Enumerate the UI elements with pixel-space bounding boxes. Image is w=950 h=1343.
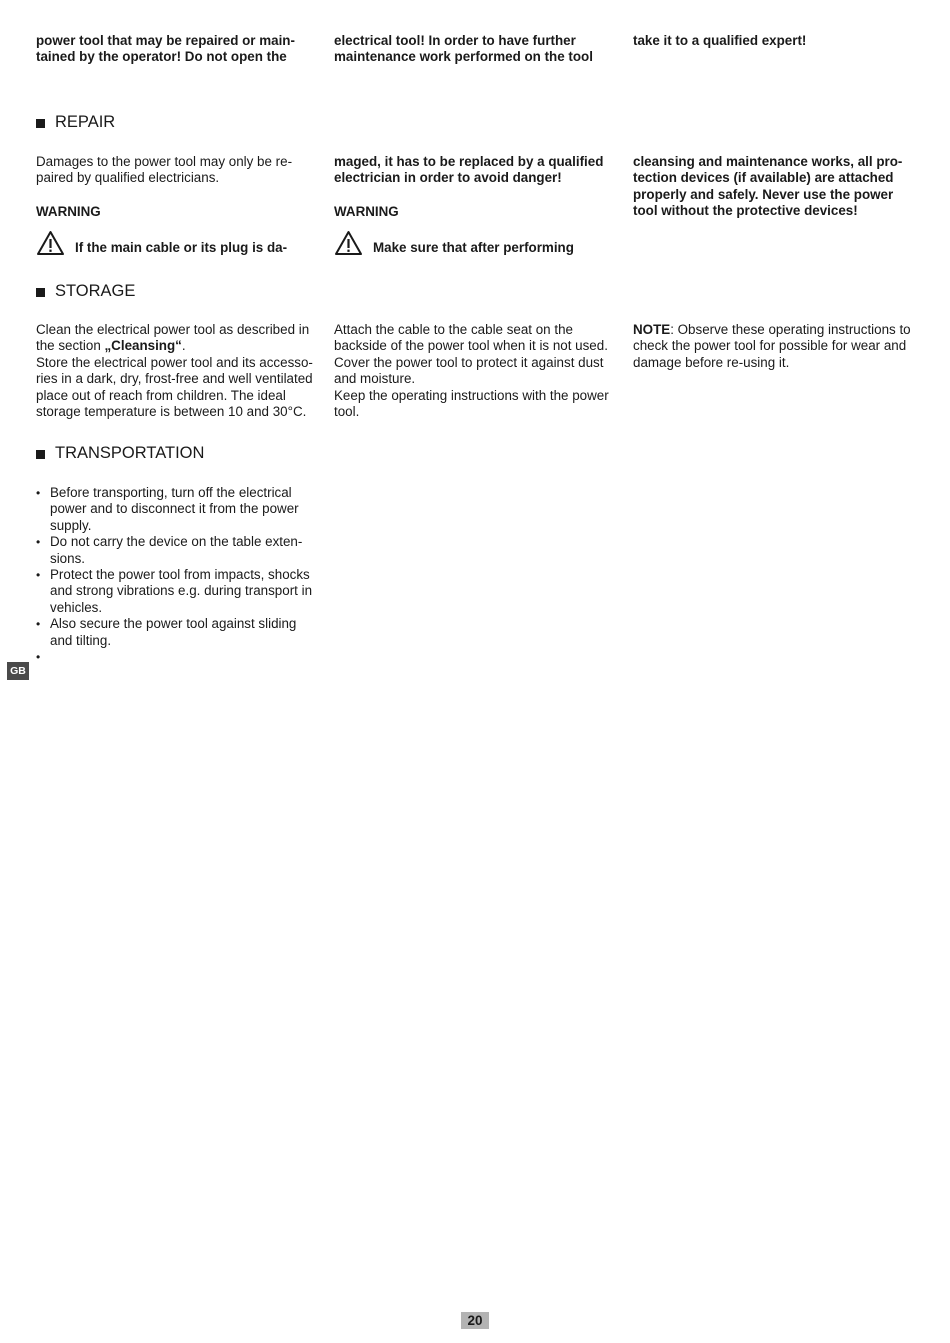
repair-col1-warning-text: If the main cable or its plug is da- — [75, 239, 288, 255]
list-item: • Do not carry the device on the table exten-sions. — [36, 534, 318, 567]
repair-col2 — [334, 154, 616, 256]
square-bullet-icon — [36, 119, 45, 128]
transportation-list-container — [36, 485, 318, 665]
storage-note — [633, 322, 915, 371]
repair-heading-text: REPAIR — [55, 113, 116, 131]
transportation-heading-text: TRANSPORTATION — [55, 444, 205, 462]
transportation-list — [36, 485, 318, 665]
page-number: 20 — [461, 1312, 489, 1329]
repair-col3-text: cleansing and maintenance works, all pro-tection devices (if available) are attached properly and safely. Never use the power tool without the protective devices! — [633, 154, 903, 219]
storage-col3 — [633, 322, 915, 371]
warning-triangle-icon — [36, 230, 65, 256]
storage-col1-pre: Clean the electrical power tool as described in the section — [36, 322, 310, 354]
square-bullet-icon — [36, 450, 45, 459]
repair-col2-warning-text: Make sure that after performing — [373, 239, 574, 255]
list-item — [36, 649, 318, 665]
list-item: • Also secure the power tool against sliding and tilting. — [36, 616, 318, 649]
repair-col2-text: maged, it has to be replaced by a qualified electrician in order to avoid danger! — [334, 154, 604, 186]
note-text: : Observe these operating instructions to check the power tool for possible for wear and damage before re-using it. — [633, 322, 911, 370]
storage-col2-p2: Cover the power tool to protect it against dust and moisture. — [334, 354, 604, 387]
repair-heading — [36, 112, 115, 132]
warning-triangle-icon — [334, 230, 363, 256]
top-col3-text: take it to a qualified expert! — [633, 33, 807, 48]
repair-col1 — [36, 154, 318, 256]
list-item: • Before transporting, turn off the electrical power and to disconnect it from the power supply. — [36, 485, 318, 534]
language-tab: GB — [7, 662, 29, 680]
top-col2-text: electrical tool! In order to have further maintenance work performed on the tool — [334, 33, 593, 65]
cleansing-reference: „Cleansing“ — [104, 338, 182, 354]
square-bullet-icon — [36, 288, 45, 297]
repair-col1-warning-label: WARNING — [36, 203, 101, 219]
storage-col2 — [334, 322, 616, 420]
list-item: • Protect the power tool from impacts, shocks and strong vibrations e.g. during transport in vehicles. — [36, 567, 318, 616]
transportation-heading — [36, 443, 204, 463]
repair-col2-warning-label: WARNING — [334, 203, 399, 219]
storage-heading — [36, 281, 135, 301]
storage-col1-p1 — [36, 322, 318, 355]
repair-col1-text: Damages to the power tool may only be re-paired by qualified electricians. — [36, 154, 293, 186]
storage-col1 — [36, 322, 318, 420]
storage-heading-text: STORAGE — [55, 282, 136, 300]
storage-col2-p3: Keep the operating instructions with the power tool. — [334, 387, 609, 420]
storage-col2-p1: Attach the cable to the cable seat on the backside of the power tool when it is not used. — [334, 322, 608, 354]
repair-col1-warning — [36, 230, 318, 256]
storage-col1-post: . — [181, 338, 186, 354]
top-col1-text: power tool that may be repaired or main-tained by the operator! Do not open the — [36, 33, 295, 65]
repair-col2-warning — [334, 230, 616, 256]
note-label: NOTE — [633, 322, 671, 337]
storage-col1-p2: Store the electrical power tool and its accesso-ries in a dark, dry, frost-free and well ventilated place out of reach from children. The ideal storage temperature is between 10 and 30°C. — [36, 354, 313, 420]
